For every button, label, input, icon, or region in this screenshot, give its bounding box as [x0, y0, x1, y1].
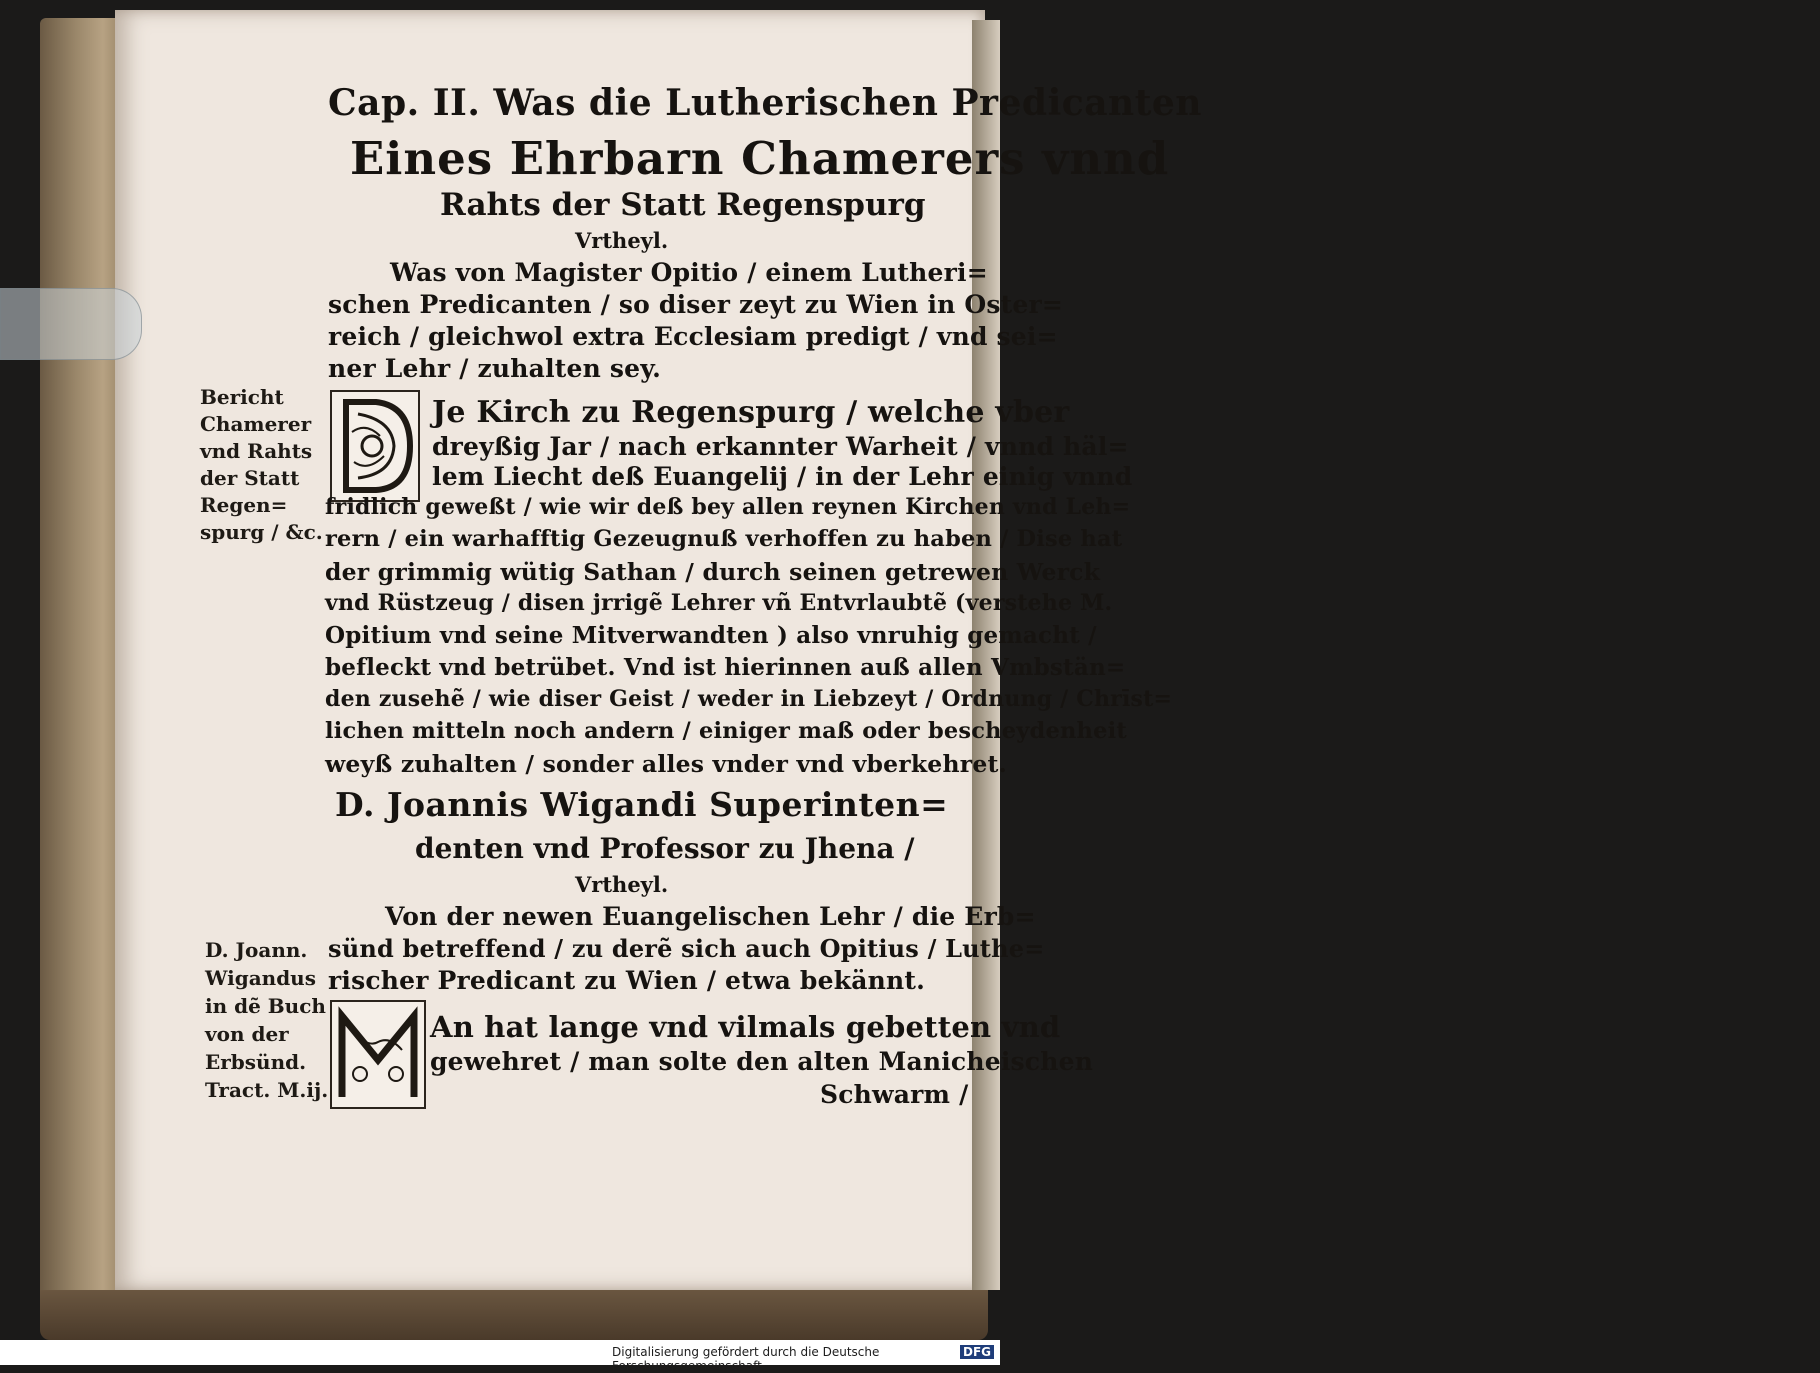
section2-subtitle-line: sünd betreffend / zu derẽ sich auch Opitius / Luthe= [328, 934, 1045, 963]
section2-heading-line: Vrtheyl. [575, 872, 669, 897]
section1-body-line: dreyßig Jar / nach erkannter Warheit / vnnd häl= [432, 432, 1129, 461]
margin-note-line: spurg / &c. [200, 520, 323, 544]
margin-note-line: in dẽ Buch [205, 994, 326, 1018]
chapter-heading-line-2: Eines Ehrbarn Chamerers vnnd [350, 132, 1170, 185]
section1-body-line: fridlich geweßt / wie wir deß bey allen reynen Kirchen vnd Leh= [325, 494, 1131, 520]
section2-body-line: An hat lange vnd vilmals gebetten vnd [430, 1010, 1061, 1044]
digitization-footer [0, 1340, 1000, 1373]
section1-body-line: lem Liecht deß Euangelij / in der Lehr einig vnnd [432, 462, 1133, 491]
margin-note-line: Bericht [200, 385, 284, 409]
margin-note-line: von der [205, 1022, 289, 1046]
section1-body-line: der grimmig wütig Sathan / durch seinen getrewen Werck [325, 558, 1101, 586]
margin-note-line: der Statt [200, 466, 300, 490]
margin-note-line: Chamerer [200, 412, 312, 436]
section1-body-line: befleckt vnd betrübet. Vnd ist hierinnen auß allen Vmbstän= [325, 654, 1126, 681]
book-cover-bottom [40, 1290, 988, 1340]
section1-subtitle-line: reich / gleichwol extra Ecclesiam predigt / vnd sei= [328, 322, 1058, 351]
dfg-logo-icon: DFG [960, 1345, 994, 1359]
section1-subtitle-line: Was von Magister Opitio / einem Lutheri= [390, 258, 988, 287]
section1-body-line: vnd Rüstzeug / disen jrrigẽ Lehrer vñ Entvrlaubtẽ (verstehe M. [325, 590, 1113, 616]
section2-subtitle-line: rischer Predicant zu Wien / etwa bekännt. [328, 966, 926, 995]
footer-credit: Digitalisierung gefördert durch die Deutsche Forschungsgemeinschaft [612, 1345, 880, 1373]
section2-body-line: Schwarm / [820, 1080, 969, 1109]
section1-body-line: lichen mitteln noch andern / einiger maß oder bescheydenheit [325, 718, 1127, 744]
section1-subtitle-line: ner Lehr / zuhalten sey. [328, 354, 662, 383]
chapter-heading-line-3: Rahts der Statt Regenspurg [440, 187, 926, 223]
margin-note-line: Wigandus [205, 966, 316, 990]
margin-note-line: Regen= [200, 493, 288, 517]
margin-note-line: Erbsünd. [205, 1050, 307, 1074]
section2-body-line: gewehret / man solte den alten Manicheischen [430, 1047, 1094, 1076]
margin-note-line: Tract. M.ij. [205, 1078, 329, 1102]
margin-note-line: D. Joann. [205, 938, 308, 962]
section1-body-line: rern / ein warhafftig Gezeugnuß verhoffen zu haben / Dise hat [325, 526, 1123, 552]
section2-heading-line: denten vnd Professor zu Jhena / [415, 832, 915, 865]
section1-body-line: Je Kirch zu Regenspurg / welche vber [432, 395, 1070, 430]
margin-note-line: vnd Rahts [200, 439, 313, 463]
section1-body-line: Opitium vnd seine Mitverwandten ) also vnruhig gemacht / [325, 622, 1097, 649]
section1-body-line: den zusehẽ / wie diser Geist / weder in Liebzeyt / Ordnung / Chrīst= [325, 686, 1173, 712]
section2-subtitle-line: Von der newen Euangelischen Lehr / die Erb= [385, 902, 1036, 931]
section2-heading-line: D. Joannis Wigandi Superinten= [335, 785, 949, 824]
section1-body-line: weyß zuhalten / sonder alles vnder vnd vberkehret. [325, 750, 1007, 778]
chapter-heading-line-4: Vrtheyl. [575, 228, 669, 253]
section1-subtitle-line: schen Predicanten / so diser zeyt zu Wien in Oster= [328, 290, 1064, 319]
chapter-heading-line-1: Cap. II. Was die Lutherischen Predicanten [328, 82, 1202, 124]
